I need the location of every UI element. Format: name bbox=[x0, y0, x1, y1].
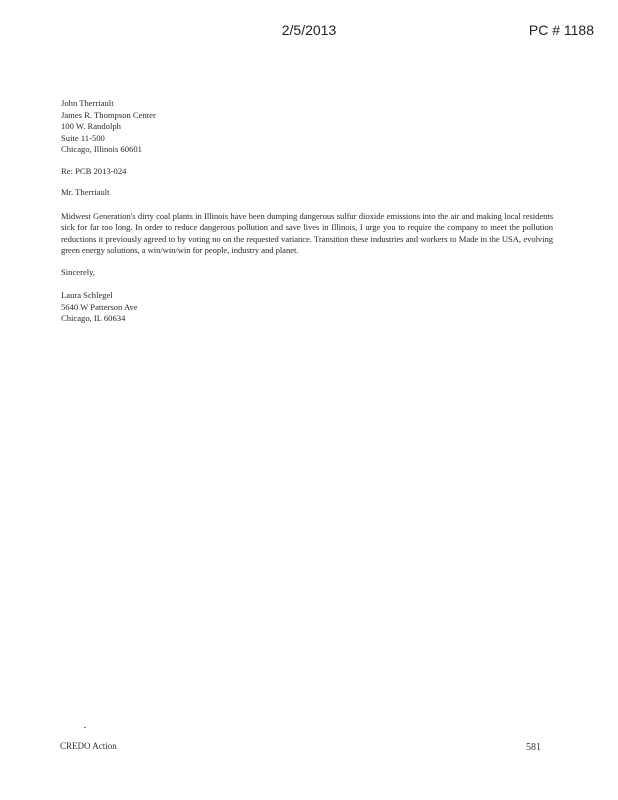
pc-number: PC # 1188 bbox=[528, 22, 594, 38]
recipient-street: 100 W. Randolph bbox=[61, 121, 121, 131]
reference-line: Re: PCB 2013-024 bbox=[61, 165, 127, 176]
recipient-city: Chicago, Illinois 60601 bbox=[61, 144, 142, 154]
sender-street: 5640 W Patterson Ave bbox=[61, 301, 138, 312]
footer-source: CREDO Action bbox=[60, 741, 117, 751]
letter-paragraph: Midwest Generation's dirty coal plants in Illinois have been dumping dangerous sulfur dioxide emissions into the air and making local residents sick for far too long. In order to reduce dangerous pollution and save lives in Illinois, I urge you to require the company to meet the pollution reductions it previously agreed to by voting no on the requested variance. Transition these industries and workers to Made in the USA, evolving green energy solutions, a win/win/win for people, industry and planet. bbox=[61, 210, 553, 255]
header-date: 2/5/2013 bbox=[281, 22, 337, 38]
sender-city: Chicago, IL 60634 bbox=[61, 313, 126, 323]
page-number: 581 bbox=[526, 742, 541, 753]
sender-name: Laura Schlegel bbox=[61, 290, 113, 300]
recipient-address bbox=[61, 98, 553, 156]
sender-address bbox=[61, 290, 553, 325]
scan-speck bbox=[84, 727, 86, 728]
letter-body bbox=[61, 98, 553, 325]
salutation: Mr. Therriault bbox=[61, 187, 110, 197]
recipient-suite: Suite 11-500 bbox=[61, 132, 105, 143]
recipient-name: John Therriault bbox=[61, 98, 114, 108]
recipient-building: James R. Thompson Center bbox=[61, 109, 156, 120]
closing: Sincerely, bbox=[61, 266, 96, 277]
